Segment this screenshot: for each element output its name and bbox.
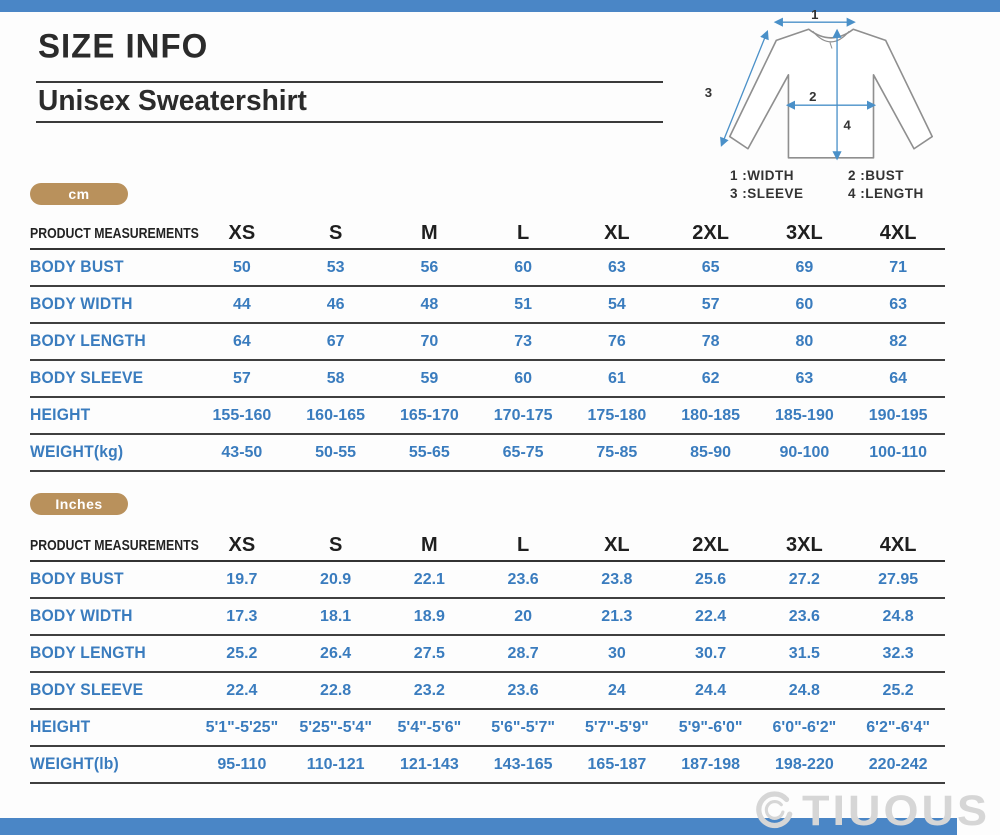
value-cell: 26.4 (320, 644, 352, 662)
table-row (30, 287, 945, 324)
row-label: HEIGHT (30, 406, 91, 424)
row-label: BODY SLEEVE (30, 369, 144, 387)
size-header-cell: S (328, 533, 343, 556)
value-cell: 65-75 (502, 443, 544, 461)
row-label: BODY LENGTH (30, 644, 146, 662)
value-cell: 5'25"-5'4" (299, 718, 372, 736)
value-cell: 32.3 (882, 644, 914, 662)
value-cell: 63 (795, 369, 814, 387)
value-cell: 155-160 (212, 406, 272, 424)
value-cell: 5'4"-5'6" (397, 718, 462, 736)
size-header-cell: L (517, 533, 530, 556)
table-row (30, 361, 945, 398)
value-cell: 23.6 (507, 681, 539, 699)
value-cell: 90-100 (779, 443, 830, 461)
value-cell: 185-190 (775, 406, 834, 424)
value-cell: 143-165 (493, 755, 553, 773)
size-header-cell: M (421, 221, 438, 244)
value-cell: 30 (607, 644, 626, 662)
row-label: BODY SLEEVE (30, 681, 144, 699)
row-label: WEIGHT(kg) (30, 443, 124, 461)
value-cell: 22.4 (226, 681, 258, 699)
value-cell: 24.8 (788, 681, 820, 699)
value-cell: 160-165 (306, 406, 365, 424)
table-row (30, 673, 945, 710)
value-cell: 65 (701, 258, 720, 276)
value-cell: 24.8 (882, 607, 914, 625)
legend-item-width: 1 :WIDTH (730, 168, 794, 183)
value-cell: 85-90 (690, 443, 732, 461)
value-cell: 59 (420, 369, 439, 387)
brand-watermark (754, 788, 990, 833)
size-header-cell: 2XL (692, 533, 729, 556)
value-cell: 31.5 (788, 644, 820, 662)
value-cell: 22.4 (695, 607, 727, 625)
unit-badge-inches: Inches (30, 493, 128, 515)
size-header-cell: XS (228, 221, 256, 244)
value-cell: 44 (232, 295, 251, 313)
size-header-cell: 2XL (692, 221, 729, 244)
value-cell: 5'1"-5'25" (205, 718, 279, 736)
value-cell: 27.2 (788, 570, 820, 588)
size-header-cell: 4XL (879, 533, 917, 556)
value-cell: 23.8 (601, 570, 633, 588)
diagram-label-bust: 2 (809, 89, 817, 105)
value-cell: 198-220 (775, 755, 834, 773)
unit-badge-cm: cm (30, 183, 128, 205)
diagram-label-length: 4 (843, 117, 851, 133)
row-label: BODY WIDTH (30, 607, 133, 625)
row-label: HEIGHT (30, 718, 91, 736)
diagram-legend (730, 168, 924, 201)
table-row (30, 562, 945, 599)
value-cell: 54 (607, 295, 626, 313)
table-row (30, 250, 945, 287)
size-header-cell: XS (228, 533, 256, 556)
value-cell: 6'0"-6'2" (772, 718, 837, 736)
row-label: BODY BUST (30, 570, 124, 588)
value-cell: 180-185 (681, 406, 740, 424)
value-cell: 50 (232, 258, 251, 276)
value-cell: 60 (795, 295, 814, 313)
value-cell: 18.9 (413, 607, 445, 625)
table-row (30, 747, 945, 784)
value-cell: 55-65 (408, 443, 450, 461)
value-cell: 76 (607, 332, 626, 350)
value-cell: 24.4 (695, 681, 727, 699)
brand-ring-icon (754, 790, 796, 832)
value-cell: 175-180 (587, 406, 647, 424)
value-cell: 22.8 (320, 681, 352, 699)
table-row (30, 710, 945, 747)
page-title: SIZE INFO (38, 26, 209, 65)
value-cell: 23.6 (507, 570, 539, 588)
size-header-cell: S (328, 221, 343, 244)
divider-line (36, 81, 663, 83)
value-cell: 30.7 (695, 644, 727, 662)
value-cell: 170-175 (493, 406, 553, 424)
value-cell: 51 (514, 295, 533, 313)
value-cell: 62 (701, 369, 720, 387)
size-table-inches (30, 530, 945, 784)
value-cell: 78 (701, 332, 720, 350)
value-cell: 5'6"-5'7" (491, 718, 555, 736)
value-cell: 187-198 (681, 755, 740, 773)
value-cell: 53 (326, 258, 345, 276)
value-cell: 100-110 (869, 443, 928, 461)
size-header-cell: XL (604, 533, 630, 556)
value-cell: 63 (889, 295, 908, 313)
sweatshirt-outline-icon (700, 8, 966, 170)
value-cell: 22.1 (413, 570, 445, 588)
row-label: BODY BUST (30, 258, 124, 276)
measurements-header-cell: PRODUCT MEASUREMENTS (30, 224, 199, 242)
table-row (30, 324, 945, 361)
value-cell: 43-50 (221, 443, 263, 461)
value-cell: 50-55 (315, 443, 357, 461)
value-cell: 25.2 (882, 681, 914, 699)
value-cell: 67 (326, 332, 345, 350)
size-header-cell: XL (604, 221, 630, 244)
table-row (30, 435, 945, 472)
value-cell: 21.3 (601, 607, 633, 625)
value-cell: 82 (889, 332, 908, 350)
table-row (30, 398, 945, 435)
value-cell: 18.1 (320, 607, 352, 625)
value-cell: 28.7 (507, 644, 539, 662)
size-header-cell: M (421, 533, 438, 556)
table-row (30, 636, 945, 673)
value-cell: 69 (795, 258, 814, 276)
value-cell: 27.95 (878, 570, 919, 588)
table-row (30, 599, 945, 636)
value-cell: 19.7 (226, 570, 258, 588)
value-cell: 27.5 (413, 644, 445, 662)
value-cell: 6'2"-6'4" (866, 718, 930, 736)
value-cell: 75-85 (596, 443, 638, 461)
value-cell: 220-242 (868, 755, 928, 773)
value-cell: 121-143 (400, 755, 459, 773)
value-cell: 64 (889, 369, 908, 387)
value-cell: 23.6 (788, 607, 820, 625)
diagram-label-width: 1 (811, 8, 819, 23)
value-cell: 57 (701, 295, 720, 313)
diagram-label-sleeve: 3 (704, 85, 713, 101)
value-cell: 23.2 (413, 681, 445, 699)
row-label: BODY WIDTH (30, 295, 133, 313)
value-cell: 63 (607, 258, 626, 276)
value-cell: 71 (889, 258, 908, 276)
value-cell: 70 (420, 332, 439, 350)
value-cell: 57 (232, 369, 251, 387)
value-cell: 64 (232, 332, 251, 350)
value-cell: 61 (607, 369, 626, 387)
size-header-cell: 3XL (786, 533, 823, 556)
row-label: BODY LENGTH (30, 332, 146, 350)
size-header-cell: L (517, 221, 530, 244)
legend-item-sleeve: 3 :SLEEVE (730, 186, 804, 201)
measurements-header-cell: PRODUCT MEASUREMENTS (30, 536, 199, 554)
value-cell: 48 (420, 295, 439, 313)
product-name: Unisex Sweatershirt (38, 85, 307, 117)
value-cell: 25.6 (695, 570, 727, 588)
table-header-row (30, 530, 945, 562)
size-table-cm (30, 218, 945, 472)
size-header-cell: 3XL (786, 221, 823, 244)
row-label: WEIGHT(lb) (30, 755, 119, 773)
value-cell: 5'9"-6'0" (678, 718, 743, 736)
value-cell: 60 (514, 258, 533, 276)
shirt-measurement-diagram (700, 8, 966, 170)
legend-item-length: 4 :LENGTH (848, 186, 924, 201)
value-cell: 25.2 (226, 644, 258, 662)
value-cell: 46 (326, 295, 345, 313)
value-cell: 95-110 (217, 755, 267, 773)
legend-item-bust: 2 :BUST (848, 168, 905, 183)
value-cell: 80 (795, 332, 814, 350)
value-cell: 20.9 (320, 570, 352, 588)
table-header-row (30, 218, 945, 250)
value-cell: 165-170 (400, 406, 459, 424)
value-cell: 5'7"-5'9" (585, 718, 649, 736)
value-cell: 56 (420, 258, 439, 276)
value-cell: 110-121 (306, 755, 365, 773)
brand-watermark-text: TIUOUS (801, 786, 990, 835)
value-cell: 73 (514, 332, 533, 350)
value-cell: 24 (607, 681, 626, 699)
value-cell: 58 (326, 369, 345, 387)
divider-line (36, 121, 663, 123)
value-cell: 190-195 (868, 406, 928, 424)
value-cell: 17.3 (226, 607, 258, 625)
value-cell: 60 (514, 369, 533, 387)
value-cell: 165-187 (587, 755, 647, 773)
size-header-cell: 4XL (879, 221, 917, 244)
value-cell: 20 (514, 607, 533, 625)
